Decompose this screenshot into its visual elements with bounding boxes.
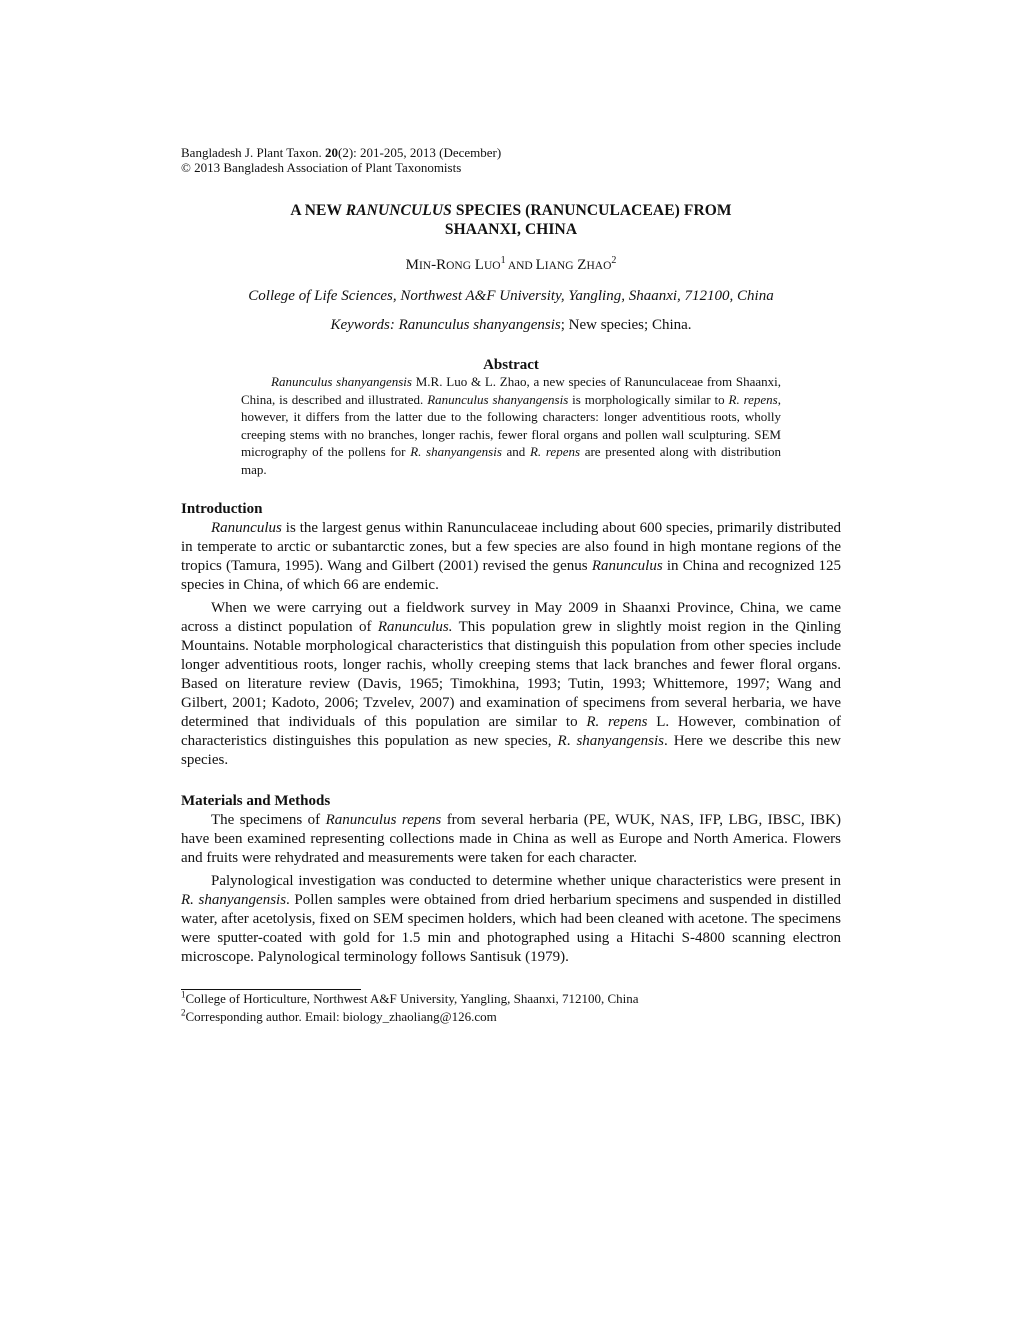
journal-citation xyxy=(181,145,841,160)
affiliation: College of Life Sciences, Northwest A&F University, Yangling, Shaanxi, 712100, China xyxy=(248,288,774,304)
abstract-text: Ranunculus shanyangensis M.R. Luo & L. Zhao, a new species of Ranunculaceae from Shaanxi, China, is described and illustrated. Ranunculus shanyangensis is morphologically similar to R. repens, however, it differs from the latter due to the following characters: longer adventitious roots, wholly creeping stems with no branches, longer rachis, fewer floral organs and pollen wall sculpturing. SEM micrography of the pollens for R. shanyangensis and R. repens are presented along with distribution map. xyxy=(241,374,781,477)
introduction-paragraph: When we were carrying out a fieldwork survey in May 2009 in Shaanxi Province, China, we came across a distinct population of Ranunculus. This population grew in slightly moist region in the Qinling Mountains. Notable morphological characteristics that distinguish this population from other species include longer adventitious roots, longer rachis, wholly creeping stems that lack branches and fewer floral organs. Based on literature review (Davis, 1965; Timokhina, 1993; Tutin, 1993; Whittemore, 1997; Wang and Gilbert, 2001; Kadoto, 2006; Tzvelev, 2007) and examination of specimens from several herbaria, we have determined that individuals of this population are similar to R. repens L. However, combination of characteristics distinguishes this population as new species, R. shanyangensis. Here we describe this new species. xyxy=(181,600,841,768)
article-page xyxy=(181,145,841,1026)
article-title: A NEW RANUNCULUS SPECIES (RANUNCULACEAE) FROM SHAANXI, CHINA xyxy=(290,202,732,238)
copyright-line: © 2013 Bangladesh Association of Plant Taxonomists xyxy=(181,160,462,175)
keywords: Keywords: Ranunculus shanyangensis; New species; China. xyxy=(330,317,692,333)
abstract-heading: Abstract xyxy=(483,357,539,373)
journal-name: Bangladesh J. Plant Taxon. xyxy=(181,145,326,160)
methods-heading: Materials and Methods xyxy=(181,793,331,809)
journal-issue-pages: (2): 201-205, 2013 (December) xyxy=(338,145,502,160)
author-line: MIN-RONG LUO$^1$ AND LIANG ZHAO$^2$ xyxy=(405,255,617,273)
introduction-paragraph: Ranunculus is the largest genus within Ranunculaceae including about 600 species, primarily distributed in temperate to arctic or subantarctic zones, but a few species are also found in high montane regions of the tropics (Tamura, 1995). Wang and Gilbert (2001) revised the genus Ranunculus in China and recognized 125 species in China, of which 66 are endemic. xyxy=(181,520,842,593)
footnote: $^2$Corresponding author. Email: biology_zhaoliang@126.com xyxy=(181,1007,497,1024)
journal-volume: 20 xyxy=(325,145,339,160)
introduction-heading: Introduction xyxy=(181,501,263,517)
footnote: $^1$College of Horticulture, Northwest A&F University, Yangling, Shaanxi, 712100, China xyxy=(181,989,639,1006)
methods-paragraph: Palynological investigation was conducted to determine whether unique characteristics were present in R. shanyangensis. Pollen samples were obtained from dried herbarium specimens and suspended in distilled water, after acetolysis, fixed on SEM specimen holders, which had been cleaned with acetone. The specimens were sputter-coated with gold for 1.5 min and photographed using a Hitachi S-4800 scanning electron microscope. Palynological terminology follows Santisuk (1979). xyxy=(181,873,841,965)
methods-paragraph: The specimens of Ranunculus repens from several herbaria (PE, WUK, NAS, IFP, LBG, IBSC, IBK) have been examined representing collections made in China as well as Europe and North America. Flowers and fruits were rehydrated and measurements were taken for each character. xyxy=(181,812,841,866)
